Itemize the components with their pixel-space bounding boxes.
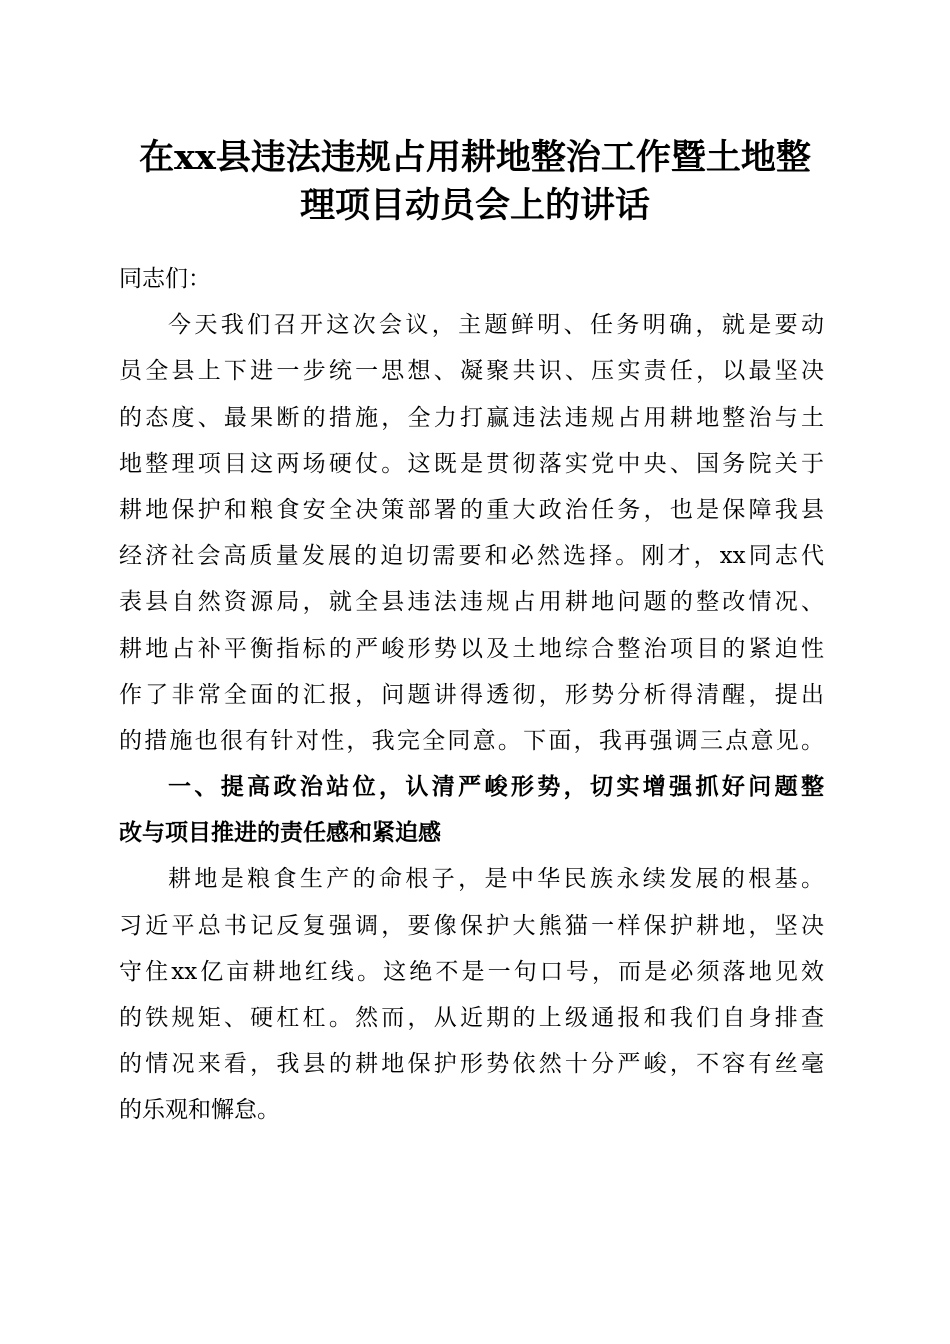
title-line-1: 在xx县违法违规占用耕地整治工作暨土地整 [139,137,811,178]
paragraph-line: 员全县上下进一步统一思想、凝聚共识、压实责任，以最坚决 [119,358,824,385]
paragraph-line: 地整理项目这两场硬仗。这既是贯彻落实党中央、国务院关于 [119,450,824,477]
paragraph-line: 作了非常全面的汇报，问题讲得透彻，形势分析得清醒，提出 [119,681,824,708]
paragraph-1 [119,302,824,764]
title-line-2: 理项目动员会上的讲话 [299,185,650,226]
section-heading-1 [119,764,824,856]
paragraph-line: 的措施也很有针对性，我完全同意。下面，我再强调三点意见。 [119,727,824,754]
greeting: 同志们： [119,266,211,292]
paragraph-line: 经济社会高质量发展的迫切需要和必然选择。刚才，xx同志代 [119,543,824,570]
paragraph-2 [119,856,824,1133]
paragraph-line: 习近平总书记反复强调，要像保护大熊猫一样保护耕地，坚决 [119,912,824,939]
paragraph-line: 守住xx亿亩耕地红线。这绝不是一句口号，而是必须落地见效 [119,958,824,985]
heading-line: 改与项目推进的责任感和紧迫感 [119,820,441,847]
paragraph-line: 表县自然资源局，就全县违法违规占用耕地问题的整改情况、 [119,589,824,616]
paragraph-line: 的情况来看，我县的耕地保护形势依然十分严峻，不容有丝毫 [119,1051,824,1078]
paragraph-line: 的态度、最果断的措施，全力打赢违法违规占用耕地整治与土 [119,404,824,431]
paragraph-line: 的铁规矩、硬杠杠。然而，从近期的上级通报和我们自身排查 [119,1005,824,1031]
heading-line: 一、提高政治站位，认清严峻形势，切实增强抓好问题整 [168,774,824,801]
paragraph-line: 耕地是粮食生产的命根子，是中华民族永续发展的根基。 [168,866,824,893]
paragraph-line: 耕地保护和粮食安全决策部署的重大政治任务，也是保障我县 [119,496,824,523]
paragraph-line: 的乐观和懈怠。 [119,1097,280,1124]
document-title [100,134,850,230]
paragraph-line: 今天我们召开这次会议，主题鲜明、任务明确，就是要动 [168,312,824,339]
document-body [119,256,824,1134]
paragraph-line: 耕地占补平衡指标的严峻形势以及土地综合整治项目的紧迫性 [119,635,824,662]
